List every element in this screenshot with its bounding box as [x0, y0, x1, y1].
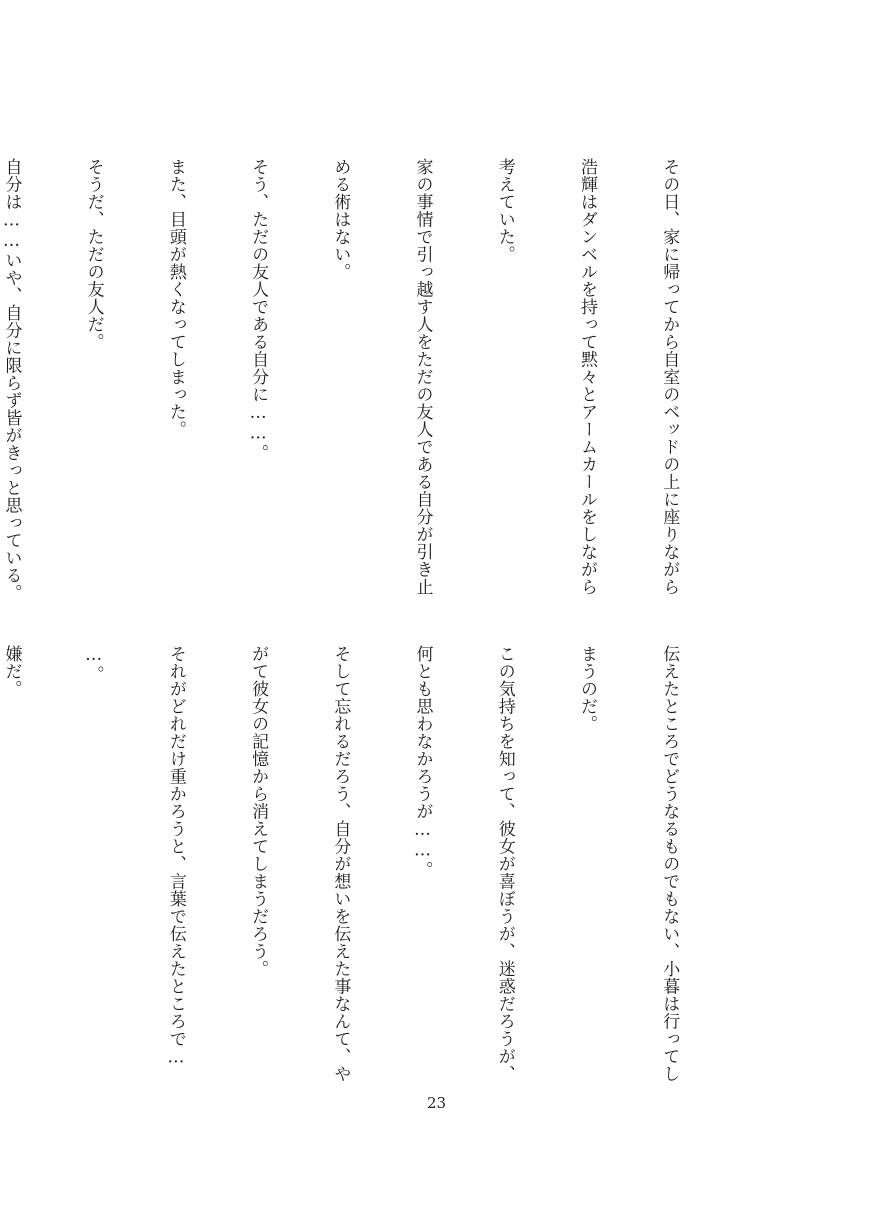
text-line: 家の事情で引っ越す人をただの友人である自分が引き止 [412, 158, 433, 596]
text-line: 何とも思わなかろうが……。 [412, 645, 433, 879]
text-block-top [0, 158, 737, 602]
text-block-bottom [0, 645, 737, 1083]
text-line: 浩輝はダンベルを持って黙々とアームカールをしながら [576, 158, 597, 596]
text-line: それがどれだけ重かろうと、言葉で伝えたところで… [165, 645, 186, 1068]
text-line: 嫌だ。 [1, 645, 22, 698]
text-line: がて彼女の記憶から消えてしまうだろう。 [248, 645, 269, 978]
text-line: そうだ、ただの友人だ。 [83, 158, 104, 351]
text-line: また、目頭が熱くなってしまった。 [165, 158, 186, 438]
text-line: そして忘れるだろう、自分が想いを伝えた事なんて、や [330, 645, 351, 1083]
text-line: その日、家に帰ってから自室のベッドの上に座りながら [659, 158, 680, 596]
text-line: そう、ただの友人である自分に……。 [248, 158, 269, 462]
page-number: 23 [426, 1094, 447, 1112]
text-line: 考えていた。 [494, 158, 515, 263]
text-line: 自分は……いや、自分に限らず皆がきっと思っている。 [1, 158, 22, 602]
text-line: 伝えたところでどうなるものでもない、小暮は行ってし [659, 645, 680, 1083]
text-line: まうのだ。 [576, 645, 597, 733]
text-line: この気持ちを知って、彼女が喜ぼうが、迷惑だろうが、 [494, 645, 515, 1083]
text-line: める術はない。 [330, 158, 351, 281]
text-line: …。 [83, 645, 104, 683]
